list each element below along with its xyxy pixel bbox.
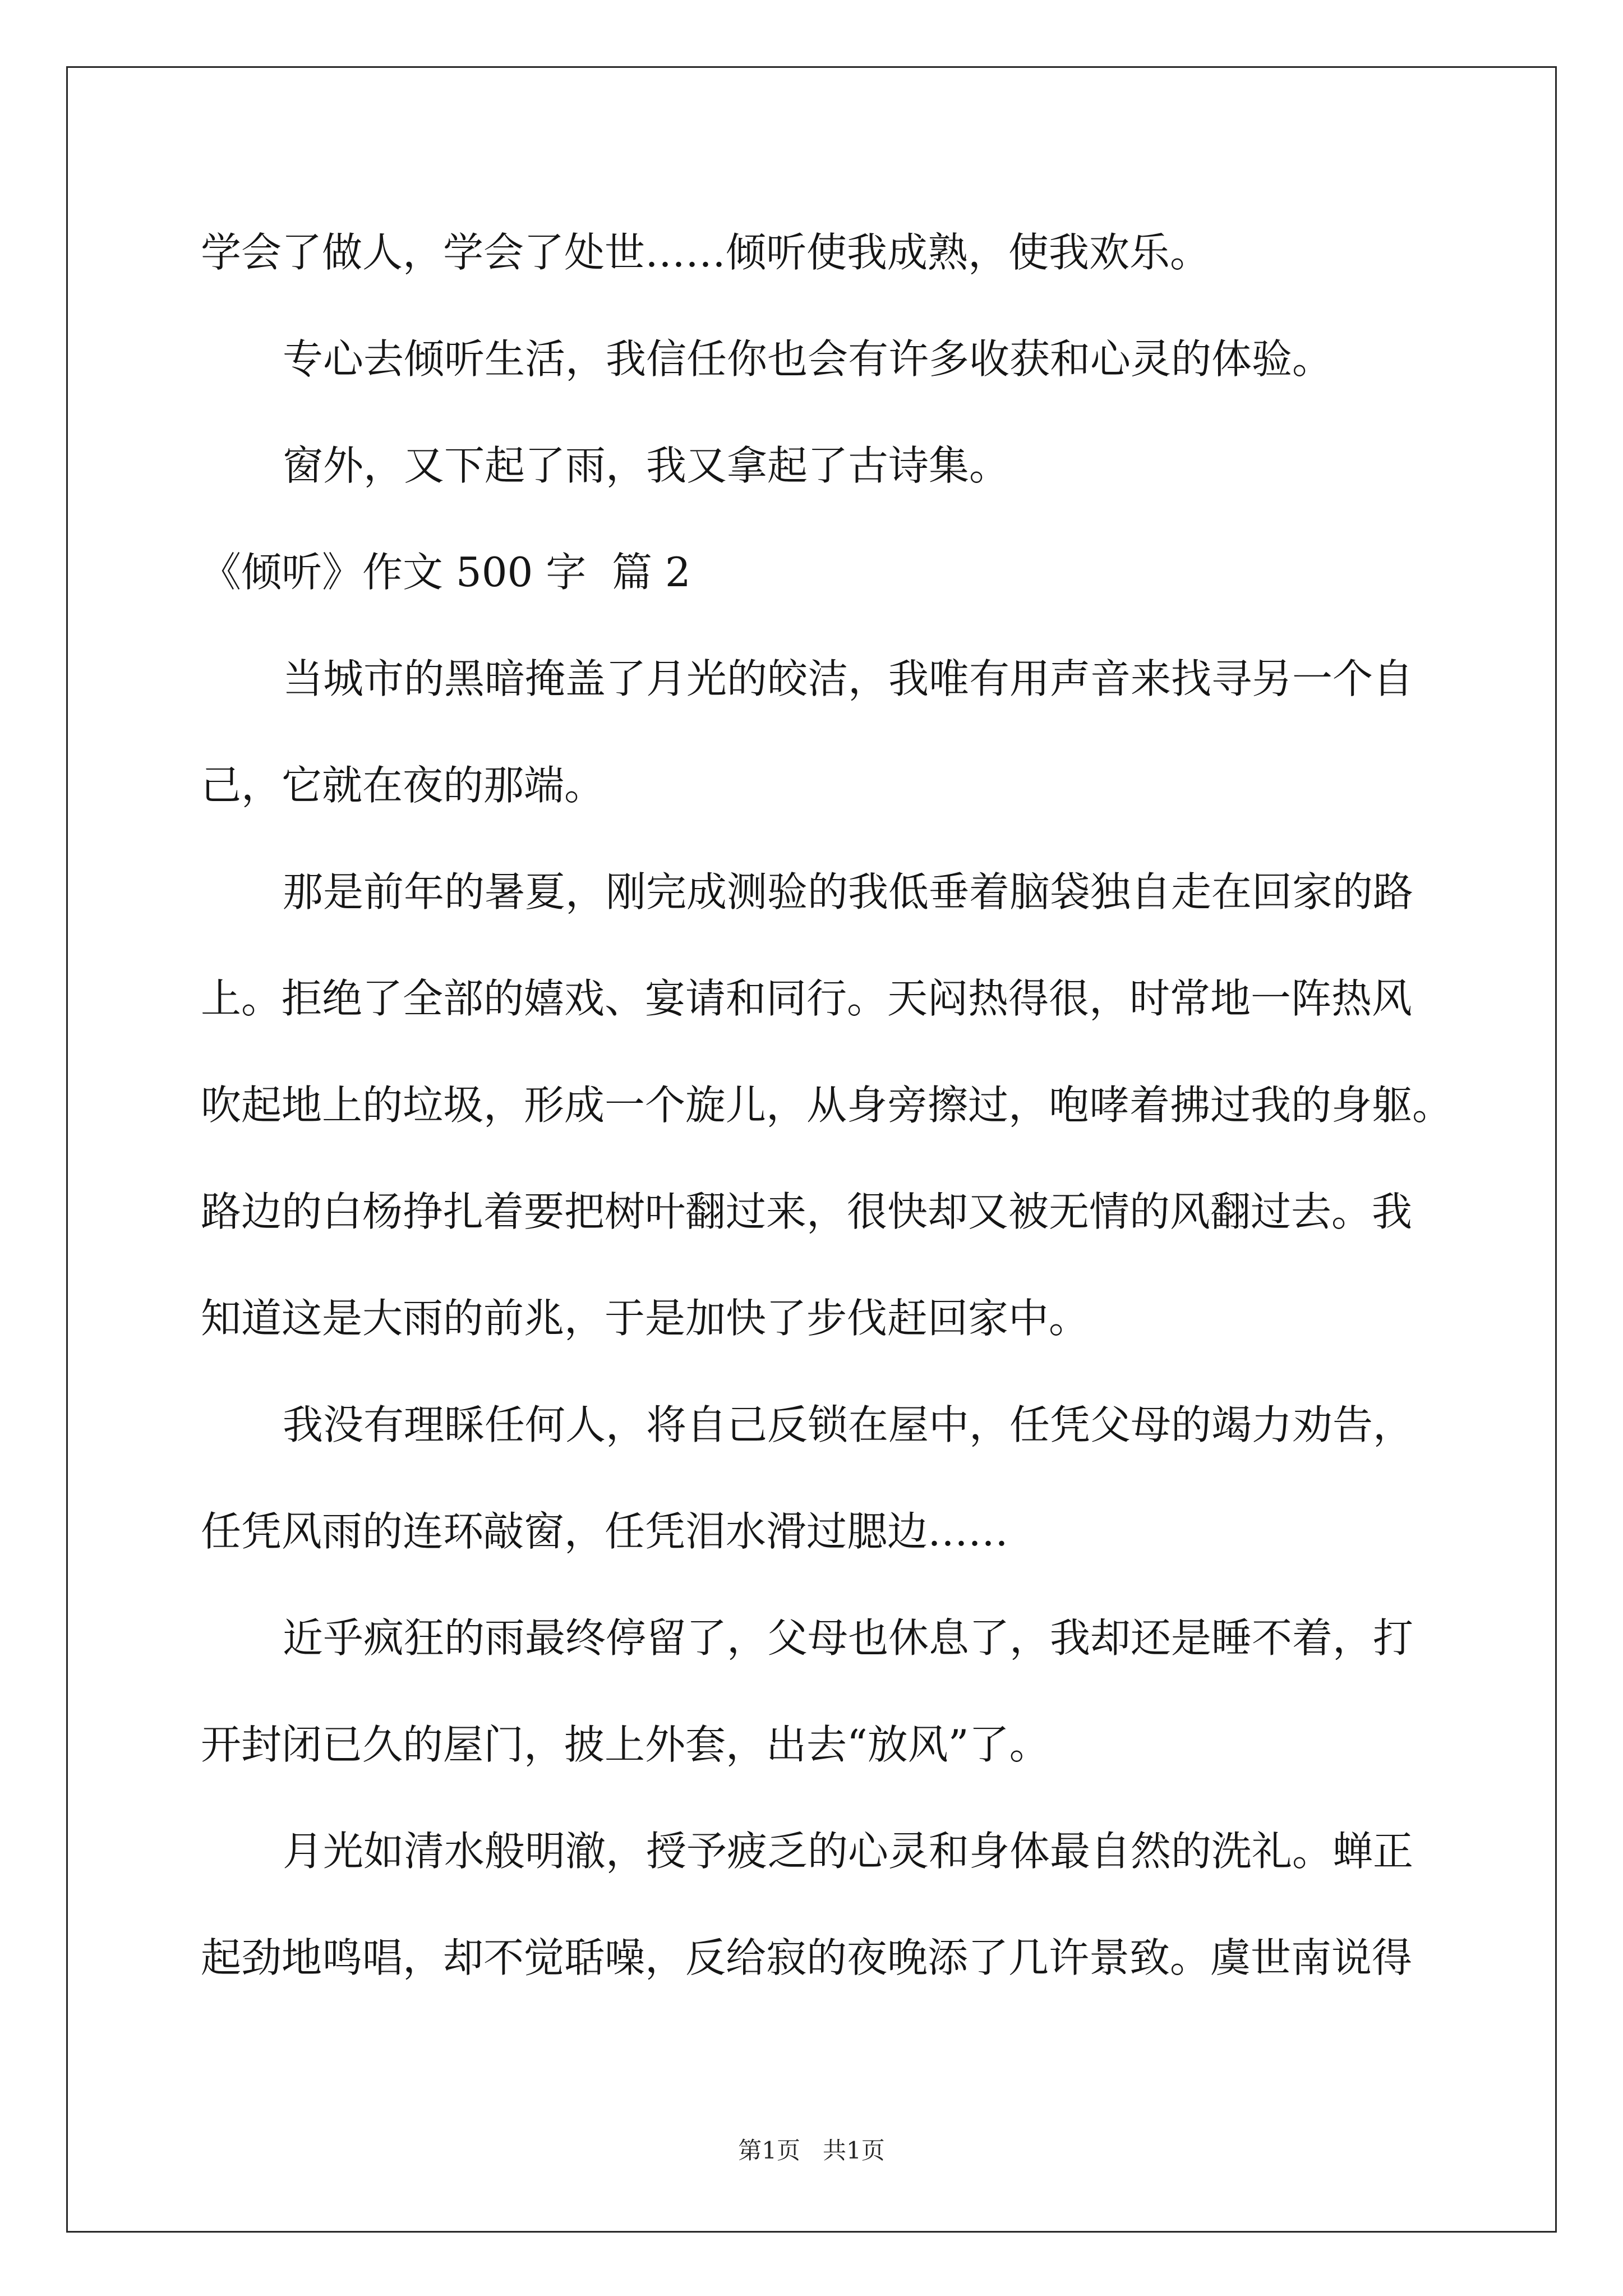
paragraph <box>201 839 1507 1372</box>
paragraph-line: 知道这是大雨的前兆，于是加快了步伐赶回家中。 <box>201 1295 1090 1342</box>
paragraph-line: 我没有理睬任何人，将自己反锁在屋中，任凭父母的竭力劝告， <box>283 1401 1414 1448</box>
paragraph-line: 起劲地鸣唱，却不觉聒噪，反给寂的夜晚添了几许景致。虞世南说得 <box>201 1934 1413 1981</box>
paragraph-line: 吹起地上的垃圾，形成一个旋儿，从身旁擦过，咆哮着拂过我的身躯。 <box>201 1082 1453 1129</box>
paragraph-line: 己，它就在夜的那端。 <box>201 762 605 809</box>
paragraph <box>201 1372 1507 1585</box>
paragraph-line: 近乎疯狂的雨最终停留了，父母也休息了，我却还是睡不着，打 <box>283 1614 1414 1662</box>
paragraph-line: 路边的白杨挣扎着要把树叶翻过来，很快却又被无情的风翻过去。我 <box>201 1188 1413 1235</box>
paragraph <box>201 625 1507 839</box>
paragraph-line: 专心去倾听生活，我信任你也会有许多收获和心灵的体验。 <box>283 335 1333 383</box>
continuation-line: 学会了做人，学会了处世……倾听使我成熟，使我欢乐。 <box>201 229 1211 276</box>
section-heading: 《倾听》作文 500 字 篇 2 <box>201 549 691 596</box>
paragraph-line: 上。拒绝了全部的嬉戏、宴请和同行。天闷热得很，时常地一阵热风 <box>201 975 1413 1022</box>
paragraph-line: 那是前年的暑夏，刚完成测验的我低垂着脑袋独自走在回家的路 <box>283 868 1414 915</box>
document-body <box>201 199 1507 2011</box>
paragraph <box>201 1585 1507 1798</box>
paragraph-line: 月光如清水般明澈，授予疲乏的心灵和身体最自然的洗礼。蝉正 <box>283 1828 1414 1875</box>
page-number-footer: 第1页 共1页 <box>738 2137 885 2164</box>
paragraph <box>201 412 1507 519</box>
paragraph-line: 当城市的黑暗掩盖了月光的皎洁，我唯有用声音来找寻另一个自 <box>283 655 1414 702</box>
paragraph <box>201 306 1507 412</box>
paragraph-line: 窗外，又下起了雨，我又拿起了古诗集。 <box>283 442 1010 489</box>
paragraph-line: 任凭风雨的连环敲窗，任凭泪水滑过腮边…… <box>201 1508 1009 1555</box>
paragraph-line: 开封闭已久的屋门，披上外套，出去“放风”了。 <box>201 1721 1050 1768</box>
paragraph <box>201 1798 1507 2011</box>
